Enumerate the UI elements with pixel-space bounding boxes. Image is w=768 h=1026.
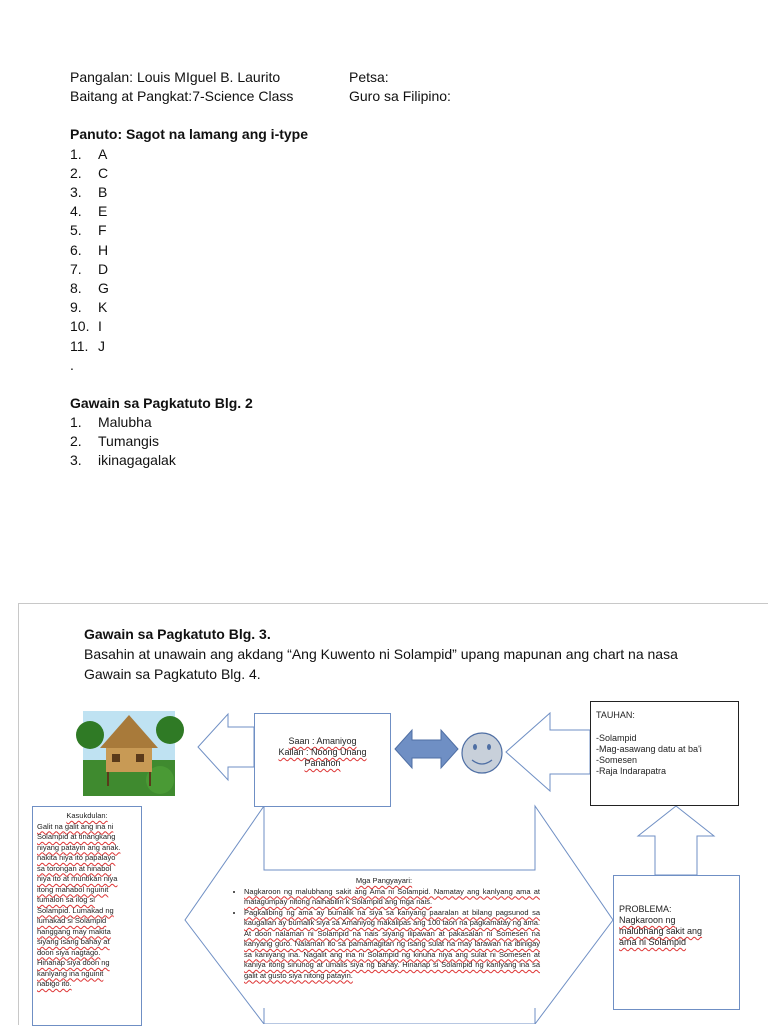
activity2-number: 2.: [70, 433, 82, 450]
text-line: -Mag-asawang datu at ba'i: [596, 744, 702, 754]
answer-number: 8.: [70, 280, 82, 297]
teacher-line: Guro sa Filipino:: [349, 88, 451, 105]
text-line: -Somesen: [596, 755, 638, 765]
text-line: nakita niya ito papalayo: [37, 853, 116, 862]
text-line: -Solampid: [596, 733, 637, 743]
text-line: Panahon: [304, 758, 341, 768]
activity3-line-1: Basahin at unawain ang akdang “Ang Kuwento ni Solampid” upang mapunan ang chart na nasa: [84, 646, 678, 662]
events-block: [228, 876, 540, 981]
activity2-value: ikinagagalak: [98, 452, 176, 469]
answer-number: 4.: [70, 203, 82, 220]
answer-number: 2.: [70, 164, 82, 181]
answer-number: 5.: [70, 222, 82, 239]
answer-value: A: [98, 145, 108, 162]
name-line: Pangalan: Louis MIguel B. Laurito: [70, 69, 281, 85]
arrow-up-shape: [638, 806, 714, 875]
activity2-value: Tumangis: [98, 433, 159, 450]
instructions-heading: Panuto: Sagot na lamang ang i-type: [70, 126, 309, 143]
smiley-face-icon: [462, 733, 502, 773]
answer-number: 6.: [70, 241, 82, 258]
text-line: malubhang sakit ang: [619, 926, 703, 936]
climax-box: [32, 806, 142, 1026]
climax-text: [33, 822, 141, 990]
text-line: doon siya nagtago.: [37, 947, 101, 957]
setting-text: [255, 736, 390, 769]
activity3-line-2: Gawain sa Pagkatuto Blg. 4.: [84, 666, 261, 682]
double-arrow-shape: [395, 730, 458, 768]
text-line: sa torongan at hinabol: [37, 863, 112, 873]
event-item: • Pagkalibing ng ama ay bumalik na siya sa kanyang paaralan at bilang pagsunod sa kaugalian ay bumalik siya sa Amaniyog makalipas ang 100 taon na pagkamatay ng ama. At doon nalaman ni Solampid na nais siyang ilipawan at pakasalan ni Somesen na kanyang guro. Nalaman ito sa pamamagitan ng isang sulat na may larawan na ibinigay sa kaniyang ina. Nagalit ang ina ni Solampid ng kinuha niya ang sulat ni Somesen at kaniya itong sinunog at umalis siya ng bahay. Hinanap si Solampid ng kanlyang ina sa galit at gusto siya nitong patayin.: [244, 908, 540, 982]
events-list: [228, 887, 540, 982]
answer-value: I: [98, 318, 102, 335]
text-line: -Raja Indarapatra: [596, 766, 667, 776]
events-title: Mga Pangyayari:: [355, 876, 413, 885]
answer-number: 1.: [70, 145, 82, 162]
problem-box: [613, 875, 740, 1010]
text-line: Kailan : Noong Unang: [278, 747, 367, 757]
text-line: itong mahabol nguinit: [37, 884, 109, 894]
text-line: ama ni Solampid: [619, 937, 687, 947]
text-line: tumalon sa ilog si: [37, 895, 95, 904]
answer-value: J: [98, 337, 105, 354]
characters-box: [590, 701, 739, 806]
answer-number: 11.: [70, 337, 89, 354]
answer-number: 9.: [70, 299, 82, 316]
house-picture: [76, 711, 184, 796]
text-line: kanlyang ina nguinit: [37, 968, 104, 978]
answer-number: 10.: [70, 318, 90, 335]
arrow-left-shape-2: [506, 713, 590, 791]
text-line: Solampid. Lumakad ng: [37, 905, 114, 915]
problem-title: PROBLEMA:: [619, 904, 672, 914]
text-line: niyang patayin ang anak.: [37, 842, 121, 852]
text-line: Hinanap siya doon ng: [37, 958, 110, 967]
activity2-title: Gawain sa Pagkatuto Blg. 2: [70, 394, 253, 411]
grade-line: Baitang at Pangkat:7-Science Class: [70, 88, 294, 105]
text-line: Galit na galit ang ina ni: [37, 821, 114, 831]
text-line: Solampid at tinangkang: [37, 832, 116, 841]
activity3-title: Gawain sa Pagkatuto Blg. 3.: [84, 626, 271, 642]
characters-list: [596, 733, 702, 777]
text-line: niya ito at muntikan niya: [37, 874, 118, 883]
answer-number: 3.: [70, 184, 82, 201]
answer-value: C: [98, 164, 109, 181]
event-item: • Nagkaroon ng malubhang sakit ang Ama ni Solampid. Namatay ang kanlyang ama at matagumpay nitong naihabilin k Solampid ang mga nais.: [244, 887, 540, 908]
arrow-left-shape: [198, 714, 254, 780]
text-line: siyang isang bahay at: [37, 937, 110, 946]
answer-value: D: [98, 260, 109, 277]
answer-value: K: [98, 299, 108, 316]
climax-title: Kasukdulan:: [66, 811, 108, 820]
activity2-number: 1.: [70, 414, 82, 431]
text-line: Nagkaroon ng: [619, 915, 676, 925]
answer-value: H: [98, 241, 109, 258]
answer-value: G: [98, 280, 109, 297]
answer-value: E: [98, 203, 108, 220]
text-line: Saan : Amaniyog: [288, 736, 357, 746]
problem-text: [619, 915, 702, 948]
answer-value: B: [98, 184, 108, 201]
date-line: Petsa:: [349, 69, 389, 85]
activity2-value: Malubha: [98, 414, 152, 431]
answer-value: F: [98, 222, 107, 239]
stray-dot: .: [70, 356, 74, 373]
text-line: hanggang may makita: [37, 926, 111, 936]
text-line: lumakad si Solampid: [37, 916, 107, 925]
characters-title: TAUHAN:: [596, 710, 635, 720]
answer-number: 7.: [70, 260, 82, 277]
text-line: nabigo ito.: [37, 979, 72, 988]
activity2-number: 3.: [70, 452, 82, 469]
setting-box: [254, 713, 391, 807]
